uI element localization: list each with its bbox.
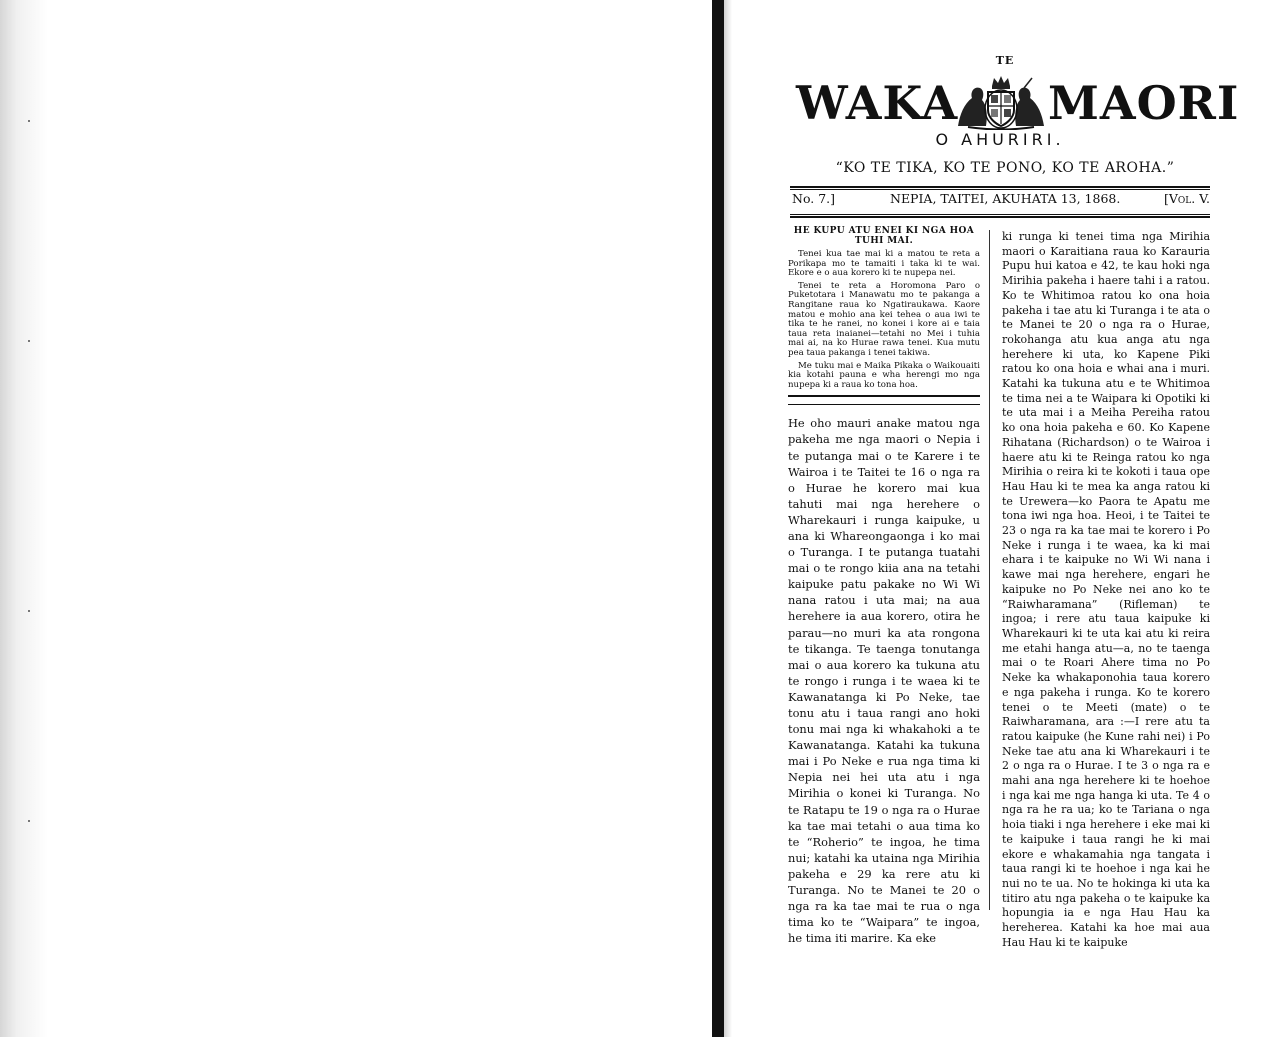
- notice-paragraph: Tenei te reta a Horomona Paro o Puketotara i Manawatu mo te pakanga a Rangitane raua ko Ngatiraukawa. Kaore matou e mohio ana kei tehea o aua iwi te tika te he ranei, no konei i kore ai e taia taua reta inaianei—tetahi no Mei i tuhia mai ai, na ko Hurae rawa tenei. Kua mutu pea taua pakanga i tenei takiwa.: [788, 280, 980, 358]
- paper-speck: [28, 340, 30, 342]
- notice-paragraph: Me tuku mai e Maika Pikaka o Waikouaiti kia kotahi pauna e wha herengi mo nga nupepa ki a raua ko tona hoa.: [788, 360, 980, 390]
- paper-speck: [28, 610, 30, 612]
- masthead-pre-title: TE: [995, 54, 1015, 67]
- masthead-title-left: WAKA: [796, 76, 959, 130]
- masthead-title-right: MAORI: [1048, 76, 1240, 130]
- masthead-subtitle: O AHURIRI.: [935, 130, 1065, 149]
- left-page-edge-shadow: [0, 0, 48, 1037]
- masthead-motto: “KO TE TIKA, KO TE PONO, KO TE AROHA.”: [835, 160, 1175, 176]
- notice-paragraph: Tenei kua tae mai ki a matou te reta a Porikapa mo te tamaiti i taka ki te wai. Ekore e o aua korero ki te nupepa nei.: [788, 249, 980, 279]
- column-left: [788, 226, 980, 946]
- dateline: [792, 191, 1210, 213]
- paper-speck: [28, 120, 30, 122]
- issue-number: No. 7.]: [792, 191, 835, 206]
- article-column-2: ki runga ki tenei tima nga Mirihia maori o Karaitiana raua ko Karauria Pupu hui katoa e 42, te kau hoki nga Mirihia pakeha i haere tahi i a ratou. Ko te Whitimoa ratou ko ona hoia pakeha i tae atu ki Turanga i te ata o te Manei te 20 o nga ra o Hurae, rokohanga atu kua anga atu nga herehere ki uta, ko Kapene Piki ratou ko ona hoia e whai ana i muri. Katahi ka tukuna atu e te Whitimoa te tima nei a te Waipara ki Opotiki ki te uta mai i a Meiha Pereiha ratou ko ona hoia pakeha e 60. Ko Kapene Rihatana (Richardson) o te Wairoa i haere atu ki te Reinga ratou ko nga Mirihia o reira ki te kokoti i taua ope Hau Hau ki te mea ka anga ratou ki te Urewera—ko Paora te Apatu me tona iwi nga hoa. Heoi, i te Taitei te 23 o nga ra ka tae mai te korero i Po Neke i runga i te waea, ka ki mai ehara i te kaipuke no Wi Wi nana i kawe mai nga herehere, engari he kaipuke no Po Neke nei ano ko te “Raiwharamana” (Rifleman) te ingoa; i rere atu taua kaipuke ki Wharekauri ki te uta kai atu ki reira me etahi hanga atu—a, no te taenga mai o te Roari Ahere tima no Po Neke ka whakaponohia taua korero e nga pakeha i runga. Ko te korero tenei o te Meeti (mate) o te Raiwharamana, ara :—I rere atu ta ratou kaipuke (he Kune rahi nei) i Po Neke tae atu ana ki Wharekauri i te 2 o nga ra o Hurae. I te 3 o nga ra e mahi ana nga herehere ki te hoehoe i nga kai me nga hanga ki uta. Te 4 o nga ra he ra ua; ko te Tariana o nga hoia tiaki i nga herehere i eke mai ki te kaipuke i taua rangi he ki mai ekore e whakamahia nga tangata i taua rangi ki te hoehoe i nga kai he nui no te ua. No te hokinga ki uta ka titiro atu nga pakeha o te kaipuke ka hopungia ia e nga Hau Hau ka hereherea. Katahi ka hoe mai aua Hau Hau ki te kaipuke: [1002, 230, 1210, 949]
- column-right: [1002, 230, 1210, 950]
- section-divider: [788, 395, 980, 405]
- place-and-date: NEPIA, TAITEI, AKUHATA 13, 1868.: [890, 191, 1121, 206]
- notices-heading: HE KUPU ATU ENEI KI NGA HOA TUHI MAI.: [793, 226, 975, 246]
- masthead-rule-top: [790, 186, 1210, 188]
- column-divider: [989, 230, 990, 910]
- book-spine: [712, 0, 724, 1037]
- royal-coat-of-arms-icon: [954, 74, 1048, 130]
- dateline-rule-bottom: [790, 214, 1210, 215]
- article-column-1: He oho mauri anake matou nga pakeha me nga maori o Nepia i te putanga mai o te Karere i te Wairoa i te Taitei te 16 o nga ra o Hurae he korero mai kua tahuti mai nga herehere o Wharekauri i runga kaipuke, u ana ki Whareongaonga i ko mai o Turanga. I te putanga tuatahi mai o te rongo kiia ana na tetahi kaipuke patu pakake no Wi Wi nana ratou i uta mai; na aua herehere ia aua korero, otira he parau—no muri ka ata rongona te tikanga. Te taenga tonutanga mai o aua korero ka tukuna atu te rongo i runga i te waea ki te Kawanatanga ki Po Neke, tae tonu atu i taua rangi ano hoki tonu mai nga ki whakahoki a te Kawanatanga. Katahi ka tukuna mai i Po Neke e rua nga tima ki Nepia nei hei uta atu i nga Mirihia o konei ki Turanga. No te Ratapu te 19 o nga ra o Hurae ka tae mai tetahi o aua tima ko te “Roherio” te ingoa, he tima nui; katahi ka utaina nga Mirihia pakeha e 29 ka rere atu ki Turanga. No te Manei te 20 o nga ra ka tae mai te rua o nga tima ko te “Waipara” te ingoa, he tima iti marire. Ka eke: [788, 416, 980, 946]
- dateline-rule-bottom-thick: [790, 216, 1210, 218]
- masthead-rule-top-thin: [790, 189, 1210, 190]
- newspaper-page: [730, 0, 1280, 1037]
- paper-speck: [28, 820, 30, 822]
- volume-number: [Vol. V.: [1163, 191, 1210, 206]
